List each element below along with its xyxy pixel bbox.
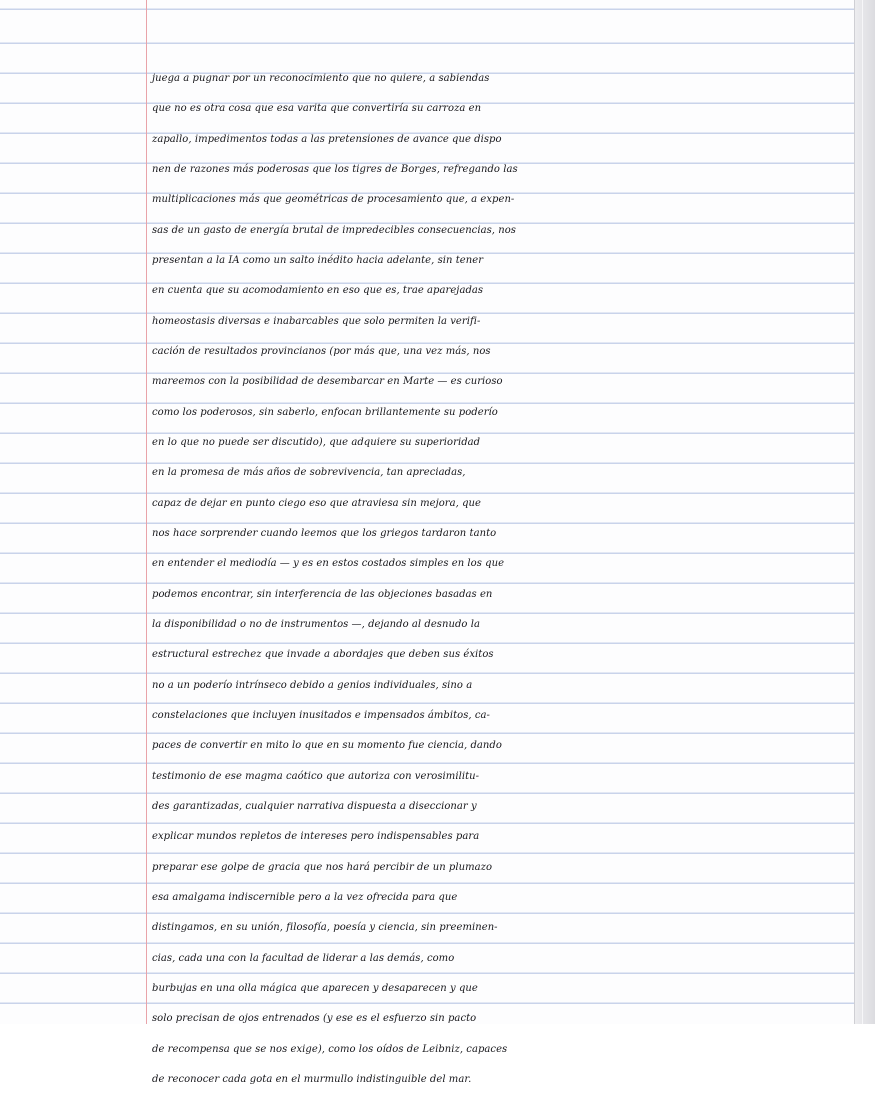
text-line: en lo que no puede ser discutido), que adquiere su superioridad — [152, 436, 481, 448]
text-line: de recompensa que se nos exige), como los oídos de Leibniz, capaces — [152, 1043, 508, 1055]
text-line: de reconocer cada gota en el murmullo indistinguible del mar. — [152, 1073, 472, 1085]
text-line: cación de resultados provincianos (por más que, una vez más, nos — [152, 345, 491, 357]
text-line: distingamos, en su unión, filosofía, poesía y ciencia, sin preeminen- — [152, 922, 498, 934]
text-line: zapallo, impedimentos todas a las pretensiones de avance que dispo — [152, 133, 502, 145]
text-line: multiplicaciones más que geométricas de procesamiento que, a expen- — [152, 194, 515, 206]
text-line: des garantizadas, cualquier narrativa dispuesta a diseccionar y — [152, 800, 477, 812]
text-line: en la promesa de más años de sobrevivencia, tan apreciadas, — [152, 467, 466, 479]
text-line: cias, cada una con la facultad de liderar a las demás, como — [152, 952, 455, 964]
text-line: solo precisan de ojos entrenados (y ese es el esfuerzo sin pacto — [152, 1013, 477, 1025]
text-line: no a un poderío intrínseco debido a genios individuales, sino a — [152, 679, 473, 691]
text-line: que no es otra cosa que esa varita que convertiría su carroza en — [152, 103, 482, 115]
text-line: testimonio de ese magma caótico que autoriza con verosimilitu- — [152, 770, 480, 782]
text-line: estructural estrechez que invade a abordajes que deben sus éxitos — [152, 649, 494, 661]
text-line: sas de un gasto de energía brutal de impredecibles consecuencias, nos — [152, 224, 516, 236]
margin-line — [146, 0, 147, 1024]
text-line: en cuenta que su acomodamiento en eso que es, trae aparejadas — [152, 285, 484, 297]
text-line: en entender el mediodía — y es en estos costados simples en los que — [152, 558, 505, 570]
text-line: paces de convertir en mito lo que en su momento fue ciencia, dando — [152, 740, 502, 752]
text-line: constelaciones que incluyen inusitados e impensados ámbitos, ca- — [152, 709, 490, 721]
handwritten-text — [152, 64, 858, 1095]
text-line: nen de razones más poderosas que los tigres de Borges, refregando las — [152, 163, 518, 175]
text-line: presentan a la IA como un salto inédito hacia adelante, sin tener — [152, 254, 484, 266]
text-line: podemos encontrar, sin interferencia de las objeciones basadas en — [152, 588, 493, 600]
text-line: la disponibilidad o no de instrumentos —, dejando al desnudo la — [152, 618, 480, 630]
text-line: homeostasis diversas e inabarcables que solo permiten la verifi- — [152, 315, 481, 327]
text-line: burbujas en una olla mágica que aparecen y desaparecen y que — [152, 982, 478, 994]
text-line: como los poderosos, sin saberlo, enfocan brillantemente su poderío — [152, 406, 498, 418]
text-line: preparar ese golpe de gracia que nos hará percibir de un plumazo — [152, 861, 493, 873]
text-line: nos hace sorprender cuando leemos que los griegos tardaron tanto — [152, 527, 497, 539]
text-line: mareemos con la posibilidad de desembarcar en Marte — es curioso — [152, 376, 503, 388]
text-line: esa amalgama indiscernible pero a la vez ofrecida para que — [152, 891, 458, 903]
text-line: explicar mundos repletos de intereses pero indispensables para — [152, 831, 480, 843]
text-line: capaz de dejar en punto ciego eso que atraviesa sin mejora, que — [152, 497, 481, 509]
text-line: juega a pugnar por un reconocimiento que no quiere, a sabiendas — [152, 73, 490, 84]
